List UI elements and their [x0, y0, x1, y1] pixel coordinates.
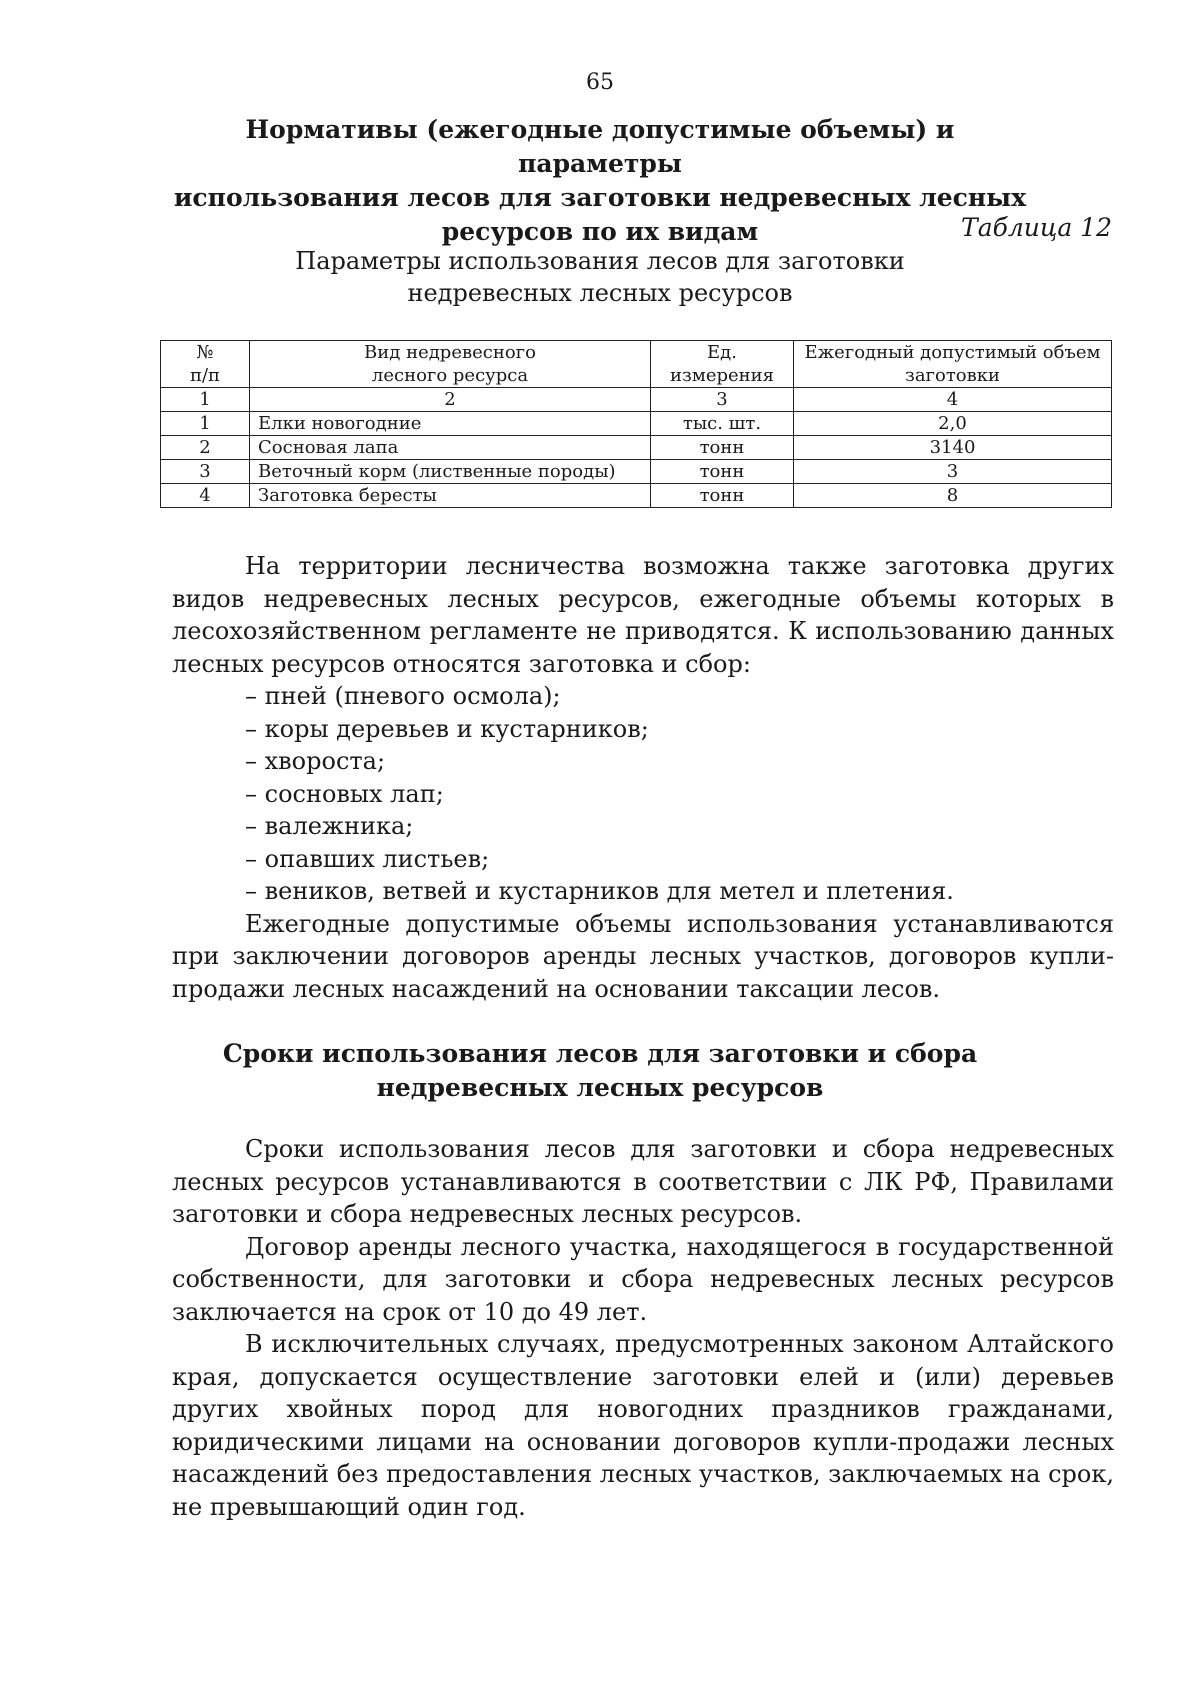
row-volume: 3140 [794, 436, 1112, 460]
row-num: 3 [161, 460, 250, 484]
row-num: 2 [161, 436, 250, 460]
paragraph: В исключительных случаях, предусмотренных законом Алтайского края, допускается осуществление заготовки елей и (или) деревьев других хвойных пород для новогодних праздников гражданами, юридическими лицами на основании договоров купли-продажи лесных насаждений без предоставления лесных участков, заключаемых на срок, не превышающий один год. [172, 1330, 1114, 1521]
row-num: 1 [161, 412, 250, 436]
list-item: – валежника; [245, 812, 414, 840]
paragraph: Сроки использования лесов для заготовки и сбора недревесных лесных ресурсов устанавливаются в соответствии с ЛК РФ, Правилами заготовки и сбора недревесных лесных ресурсов. [172, 1135, 1114, 1228]
paragraph: Ежегодные допустимые объемы использования устанавливаются при заключении договоров аренды лесных участков, договоров купли-продажи лесных насаждений на основании таксации лесов. [172, 909, 1114, 1003]
header-num-line-2: п/п [189, 365, 221, 386]
header-volume-line-1: Ежегодный допустимый объем [804, 342, 1101, 363]
header-num-line-1: № [196, 342, 214, 363]
table-row [161, 436, 1112, 460]
resource-list [172, 680, 1114, 908]
row-type: Веточный корм (лиственные породы) [250, 460, 651, 484]
column-number: 3 [651, 388, 794, 412]
table-title-line-1: Параметры использования лесов для заготовки [295, 247, 905, 275]
paragraph: На территории лесничества возможна также заготовка других видов недревесных лесных ресурсов, ежегодные объемы которых в лесохозяйственном регламенте не приводятся. К использованию данных лесных ресурсов относятся заготовка и сбор: [172, 552, 1114, 678]
paragraph: Договор аренды лесного участка, находящегося в государственной собственности, для заготовки и сбора недревесных лесных ресурсов заключается на срок от 10 до 49 лет. [172, 1232, 1114, 1326]
row-unit: тонн [651, 460, 794, 484]
header-num [161, 341, 250, 388]
table-title [160, 245, 1040, 309]
row-volume: 2,0 [794, 412, 1112, 436]
table-row [161, 484, 1112, 508]
row-unit: тыс. шт. [651, 412, 794, 436]
row-num: 4 [161, 484, 250, 508]
section-title-line-1: Сроки использования лесов для заготовки и сбора [222, 1039, 978, 1068]
row-volume: 8 [794, 484, 1112, 508]
header-type-line-1: Вид недревесного [364, 342, 536, 363]
row-type: Сосновая лапа [250, 436, 651, 460]
table-header-row [161, 341, 1112, 388]
list-item: – опавших листьев; [245, 844, 490, 873]
page-title-line-2: использования лесов для заготовки недревесных лесных [173, 183, 1027, 212]
table-title-line-2: недревесных лесных ресурсов [407, 279, 793, 307]
page-title-line-3: ресурсов по их видам [441, 217, 759, 246]
header-type [250, 341, 651, 388]
list-item: – сосновых лап; [245, 779, 444, 808]
section-title [160, 1037, 1040, 1105]
header-unit [651, 341, 794, 388]
page-number: 65 [586, 70, 614, 95]
resources-table [160, 340, 1112, 508]
header-volume [794, 341, 1112, 388]
header-unit-line-1: Ед. [707, 342, 737, 363]
page-title-line-1: Нормативы (ежегодные допустимые объемы) и параметры [245, 115, 955, 178]
row-unit: тонн [651, 436, 794, 460]
row-unit: тонн [651, 484, 794, 508]
table-caption: Таблица 12 [961, 213, 1112, 242]
list-item: – пней (пневого осмола); [245, 682, 561, 710]
column-number: 1 [161, 388, 250, 412]
row-volume: 3 [794, 460, 1112, 484]
list-item: – хвороста; [245, 747, 386, 775]
header-volume-line-2: заготовки [905, 365, 1000, 386]
body-section-1 [172, 550, 1114, 1005]
column-number-row [161, 388, 1112, 412]
header-type-line-2: лесного ресурса [371, 365, 529, 386]
table-row [161, 460, 1112, 484]
column-number: 4 [794, 388, 1112, 412]
column-number: 2 [250, 388, 651, 412]
row-type: Елки новогодние [250, 412, 651, 436]
table-row [161, 412, 1112, 436]
header-unit-line-2: измерения [670, 365, 774, 386]
list-item: – веников, ветвей и кустарников для метел и плетения. [245, 877, 954, 905]
page-title [160, 113, 1040, 249]
row-type: Заготовка бересты [250, 484, 651, 508]
list-item: – коры деревьев и кустарников; [245, 714, 649, 743]
body-section-2 [172, 1133, 1114, 1523]
section-title-line-2: недревесных лесных ресурсов [376, 1073, 824, 1102]
